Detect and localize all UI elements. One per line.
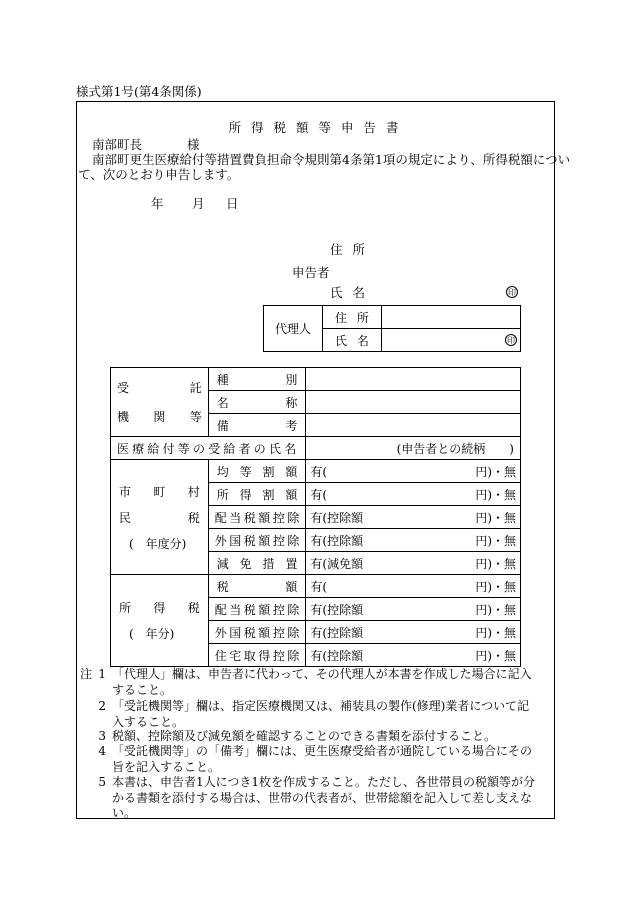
agent-name-field[interactable]: [382, 329, 521, 352]
note-5: 5 本書は、申告者1人につき1枚を作成すること。ただし、各世帯員の税額等が分かる書類を添付する場合は、世帯の代表者が、世帯総額を記入して差し支えない。: [98, 775, 536, 820]
recipient-name-label: 医療給付等の受給者の氏名: [111, 437, 306, 460]
municipal-reduction-label: 減 免 措 置: [208, 552, 306, 575]
agent-seal-icon: 印: [507, 336, 515, 345]
municipal-income-levy-value[interactable]: 有( 円)・無: [306, 483, 521, 506]
municipal-foreign-credit-label: 外 国 税 額 控 除: [208, 529, 306, 552]
income-tax-amount-label: 税 額: [208, 575, 306, 598]
income-housing-credit-label: 住 宅 取 得 控 除: [208, 644, 306, 667]
income-housing-credit-value[interactable]: 有(控除額 円)・無: [306, 644, 521, 667]
agent-name-label: 氏 名: [323, 329, 382, 352]
income-foreign-credit-value[interactable]: 有(控除額 円)・無: [306, 621, 521, 644]
municipal-income-levy-label: 所 得 割 額: [208, 483, 306, 506]
income-tax-amount-value[interactable]: 有( 円)・無: [306, 575, 521, 598]
agent-label: 代理人: [264, 306, 323, 352]
intro-line-2: て、次のとおり申告します。: [78, 167, 240, 182]
municipal-foreign-credit-value[interactable]: 有(控除額 円)・無: [306, 529, 521, 552]
note-2: 2 「受託機関等」欄は、指定医療機関又は、補装具の製作(修理)業者について記入すること。: [98, 699, 530, 729]
note-3: 3 税額、控除額及び減免額を確認することのできる書類を添付すること。: [98, 729, 497, 743]
date-year: 年: [151, 196, 164, 211]
municipal-reduction-value[interactable]: 有(減免額 円)・無: [306, 552, 521, 575]
notes-prefix: 注: [80, 667, 93, 681]
date-day: 日: [226, 196, 239, 211]
date-month: 月: [192, 196, 205, 211]
municipal-per-capita-value[interactable]: 有( 円)・無: [306, 460, 521, 483]
income-foreign-credit-label: 外 国 税 額 控 除: [208, 621, 306, 644]
agency-type-label: 種 別: [208, 368, 306, 391]
addressee: 南部町長: [92, 137, 143, 152]
municipal-tax-label: 市 町 村 民 税 ( 年度分): [111, 460, 209, 575]
note-1: 1 「代理人」欄は、申告者に代わって、その代理人が本書を作成した場合に記入すること。: [98, 667, 532, 697]
applicant-seal-icon: 印: [508, 288, 516, 297]
municipal-per-capita-label: 均 等 割 額: [208, 460, 306, 483]
applicant-name-label: 氏 名: [330, 285, 368, 300]
applicant-address-label: 住 所: [330, 242, 368, 257]
note-4: 4 「受託機関等」の「備考」欄には、更生医療受給者が通院している場合にその旨を記入すること。: [98, 744, 533, 774]
agency-remarks-label: 備 考: [208, 414, 306, 437]
agency-name-label: 名 称: [208, 391, 306, 414]
form-title: 所 得 税 額 等 申 告 書: [228, 120, 402, 135]
agent-table: [263, 305, 521, 352]
agent-address-field[interactable]: [382, 306, 521, 329]
municipal-dividend-credit-value[interactable]: 有(控除額 円)・無: [306, 506, 521, 529]
recipient-relation[interactable]: (申告者との続柄 ): [306, 437, 521, 460]
income-tax-label: 所 得 税 ( 年分): [111, 575, 209, 667]
agency-label: 受 託 機 関 等: [111, 368, 209, 437]
municipal-dividend-credit-label: 配 当 税 額 控 除: [208, 506, 306, 529]
intro-line-1: 南部町更生医療給付等措置費負担命令規則第4条第1項の規定により、所得税額につい: [92, 152, 571, 167]
agent-address-label: 住 所: [323, 306, 382, 329]
agency-type-field[interactable]: [306, 368, 521, 391]
agency-remarks-field[interactable]: [306, 414, 521, 437]
agency-name-field[interactable]: [306, 391, 521, 414]
tax-table: [110, 367, 521, 667]
addressee-honorific: 様: [187, 137, 200, 152]
income-dividend-credit-label: 配 当 税 額 控 除: [208, 598, 306, 621]
form-number: 様式第1号(第4条関係): [76, 84, 202, 99]
income-dividend-credit-value[interactable]: 有(控除額 円)・無: [306, 598, 521, 621]
applicant-label: 申告者: [292, 265, 330, 280]
